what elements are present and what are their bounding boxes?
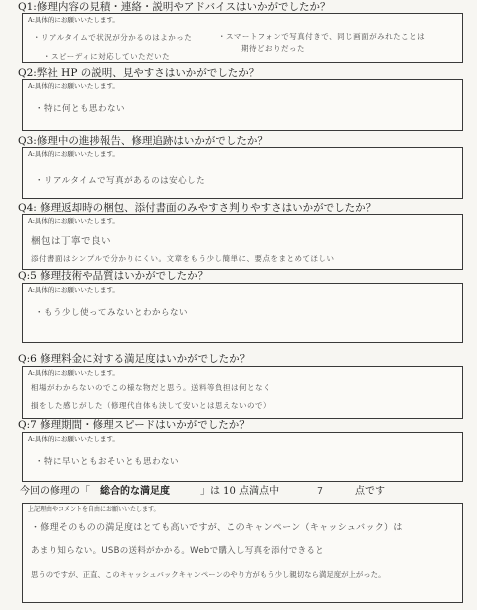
rating-label-bold: 総合的な満足度: [100, 486, 170, 497]
question-4-title: Q4: 修理返却時の梱包、添付書面のみやすさ判りやすさはいかがでしたか？: [18, 202, 377, 214]
comment-line-2: あまり知らない。USBの送料がかかる。Webで購入し写真を添付できると: [31, 546, 324, 556]
rating-label-pre: 今回の修理の「: [20, 486, 90, 497]
answer-1-line-3: ・スピーディに対応していただいた: [43, 52, 171, 61]
question-7-title: Q:7 修理期間・修理スピードはいかがでしたか？: [18, 419, 250, 431]
answer-prompt: A:具体的にお願いいたします。: [28, 217, 119, 225]
answer-prompt: A:具体的にお願いいたします。: [28, 150, 119, 158]
rating-unit: 点です: [355, 486, 385, 497]
question-5-title: Q:5 修理技術や品質はいかがでしたか？: [18, 270, 209, 282]
answer-4-line-2: 添付書面はシンプルで分かりにくい。文章をもう少し簡単に、要点をまとめてほしい: [31, 254, 335, 263]
answer-1-line-1: ・リアルタイムで状況が分かるのはよかった: [33, 33, 193, 42]
comments-prompt: 上記理由やコメントを自由にお願いいたします。: [28, 506, 160, 513]
answer-box-3: [22, 147, 463, 199]
comments-box: [22, 503, 463, 603]
answer-box-2: [22, 79, 463, 131]
question-2-title: Q2:弊社 HP の説明、見やすさはいかがでしたか？: [18, 67, 260, 79]
comment-line-3: 思うのですが、正直、このキャッシュバックキャンペーンのやり方がもう少し親切なら満足度が上がった。: [31, 570, 386, 579]
answer-prompt: A:具体的にお願いいたします。: [28, 435, 119, 443]
answer-box-7: [22, 432, 463, 482]
overall-rating-row: [20, 485, 465, 501]
rating-value: 7: [317, 486, 324, 497]
question-1-title: Q1:修理内容の見積・連絡・説明やアドバイスはいかがでしたか？: [18, 1, 331, 13]
question-3-title: Q3:修理中の進捗報告、修理追跡はいかがでしたか？: [18, 135, 268, 147]
answer-6-line-1: 相場がわからないのでこの様な物だと思う。送料等負担は何となく: [31, 383, 271, 392]
answer-3-line-1: ・リアルタイムで写真があるのは安心した: [35, 176, 206, 186]
answer-prompt: A:具体的にお願いいたします。: [28, 82, 119, 90]
answer-7-line-1: ・特に早いともおそいとも思わない: [35, 457, 180, 467]
answer-5-line-1: ・もう少し使ってみないとわからない: [35, 308, 189, 318]
answer-box-6: [22, 366, 463, 419]
answer-prompt: A:具体的にお願いいたします。: [28, 16, 119, 24]
answer-box-4: [22, 214, 463, 270]
question-6-title: Q:6 修理料金に対する満足度はいかがでしたか？: [18, 353, 251, 365]
comment-line-1: ・修理そのものの満足度はとても高いですが、このキャンペーン（キャッシュバック）は: [31, 523, 403, 533]
answer-prompt: A:具体的にお願いいたします。: [28, 369, 119, 377]
answer-1-line-2: ・スマートフォンで写真付きで、同じ画面がみれたことは: [218, 32, 426, 41]
answer-6-line-2: 損をした感じがした（修理代自体も決して安いとは思えないので）: [31, 401, 271, 410]
answer-4-line-1: 梱包は丁寧で良い: [31, 236, 112, 247]
answer-2-line-1: ・特に何とも思わない: [35, 104, 126, 114]
answer-box-1: [22, 13, 463, 63]
rating-label-post: 」は 10 点満点中: [200, 486, 280, 497]
answer-box-5: [22, 283, 463, 343]
answer-1-line-4: 期待どおりだった: [241, 44, 305, 53]
answer-prompt: A:具体的にお願いいたします。: [28, 286, 119, 294]
